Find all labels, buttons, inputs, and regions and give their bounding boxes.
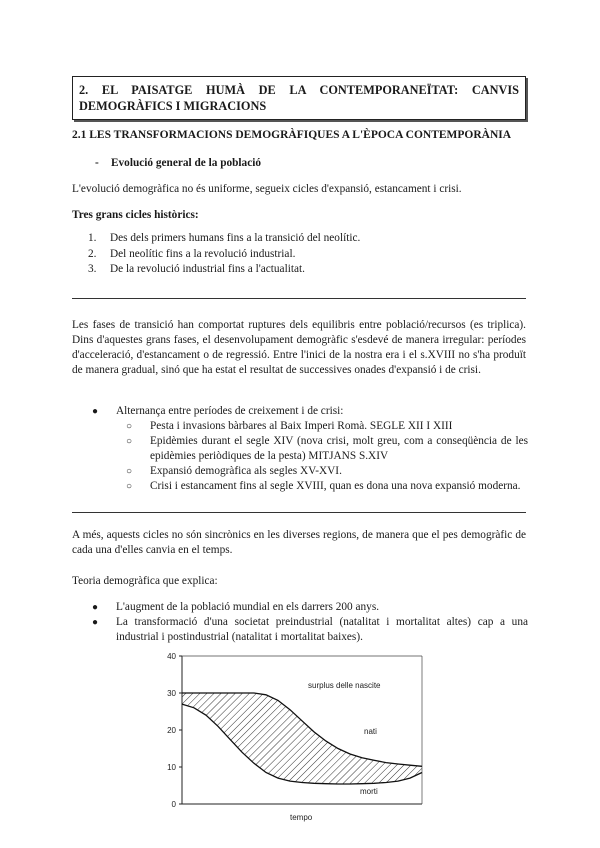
list-item <box>92 615 528 645</box>
annotation-morti: morti <box>360 787 378 796</box>
list-item <box>88 262 360 277</box>
alternance-label: Alternança entre períodes de creixement i de crisi: <box>116 405 344 417</box>
subsection-label: Evolució general de la població <box>111 157 261 169</box>
list-item <box>92 600 528 615</box>
list-item <box>88 231 360 246</box>
sub-item-text: Epidèmies durant el segle XIV (nova crisi, molt greu, com a conseqüència de les epidèmies periòdiques de la pesta) MITJANS S.XIV <box>150 435 528 462</box>
theory-list <box>92 600 528 645</box>
list-item <box>92 404 528 494</box>
intro-paragraph: L'evolució demogràfica no és uniforme, segueix cicles d'expansió, estancament i crisi. <box>72 183 462 195</box>
sub-list-item <box>126 464 528 479</box>
list-number: 3. <box>88 263 97 275</box>
list-text: De la revolució industrial fins a l'actualitat. <box>110 263 305 275</box>
sub-bullet-marker: ○ <box>126 436 133 447</box>
sub-bullet-marker: ○ <box>126 421 133 432</box>
theory-intro: Teoria demogràfica que explica: <box>72 575 218 587</box>
chapter-title: 2. EL PAISATGE HUMÀ DE LA CONTEMPORANEÏTAT: CANVIS DEMOGRÀFICS I MIGRACIONS <box>79 83 519 113</box>
section-heading: 2.1 LES TRANSFORMACIONS DEMOGRÀFIQUES A L'ÈPOCA CONTEMPORÀNIA <box>72 129 512 141</box>
divider-line <box>72 512 526 513</box>
list-item <box>88 247 360 262</box>
y-tick-label: 20 <box>167 726 176 735</box>
regions-paragraph: A més, aquests cicles no són sincrònics en les diverses regions, de manera que el pes demogràfic de cada una d'elles canvia en el temps. <box>72 529 526 556</box>
cycles-heading: Tres grans cicles històrics: <box>72 209 199 221</box>
chapter-title-box <box>72 76 526 120</box>
sub-list-item <box>126 434 528 464</box>
sub-bullet-marker: ○ <box>126 481 133 492</box>
x-axis-label: tempo <box>290 813 313 822</box>
sub-item-text: Crisi i estancament fins al segle XVIII, quan es dona una nova expansió moderna. <box>150 480 521 492</box>
cycles-list <box>88 231 360 278</box>
sub-item-text: Pesta i invasions bàrbares al Baix Imperi Romà. SEGLE XII I XIII <box>150 420 453 432</box>
transition-paragraph: Les fases de transició han comportat ruptures dels equilibris entre població/recursos (es triplica). Dins d'aquestes grans fases, el desenvolupament demogràfic s'esdevé de manera irregular: períodes d'acceleració, d'estancament o de regressió. Entre l'inici de la nostra era i el s.XVIII no s'ha produït de manera gradual, sinó que ha estat el resultat de successives onades d'expansió i de crisi. <box>72 319 526 376</box>
sub-list-item <box>126 419 528 434</box>
dash-marker: - <box>95 157 99 169</box>
bullet-marker: ● <box>92 617 99 628</box>
theory-item-text: La transformació d'una societat preindustrial (natalitat i mortalitat altes) cap a una industrial i postindustrial (natalitat i mortalitat baixes). <box>116 616 528 643</box>
y-tick-label: 30 <box>167 689 176 698</box>
list-text: Des dels primers humans fins a la transició del neolític. <box>110 232 361 244</box>
annotation-nati: nati <box>364 727 377 736</box>
theory-item-text: L'augment de la població mundial en els darrers 200 anys. <box>116 601 380 613</box>
annotation-surplus: surplus delle nascite <box>308 681 381 690</box>
y-tick-label: 0 <box>171 800 176 809</box>
y-tick-label: 40 <box>167 652 176 661</box>
sub-bullet-marker: ○ <box>126 466 133 477</box>
alternance-sublist <box>116 419 528 494</box>
sub-item-text: Expansió demogràfica als segles XV-XVI. <box>150 465 342 477</box>
subsection-heading <box>95 156 261 171</box>
demographic-transition-chart <box>160 648 440 828</box>
surplus-area <box>182 693 422 784</box>
list-number: 1. <box>88 232 97 244</box>
y-tick-label: 10 <box>167 763 176 772</box>
bullet-marker: ● <box>92 406 99 417</box>
sub-list-item <box>126 479 528 494</box>
alternance-list <box>92 404 528 494</box>
list-number: 2. <box>88 247 97 260</box>
divider-line <box>72 298 526 299</box>
bullet-marker: ● <box>92 602 99 613</box>
list-text: Del neolític fins a la revolució industrial. <box>110 247 296 260</box>
y-ticks <box>167 652 182 809</box>
